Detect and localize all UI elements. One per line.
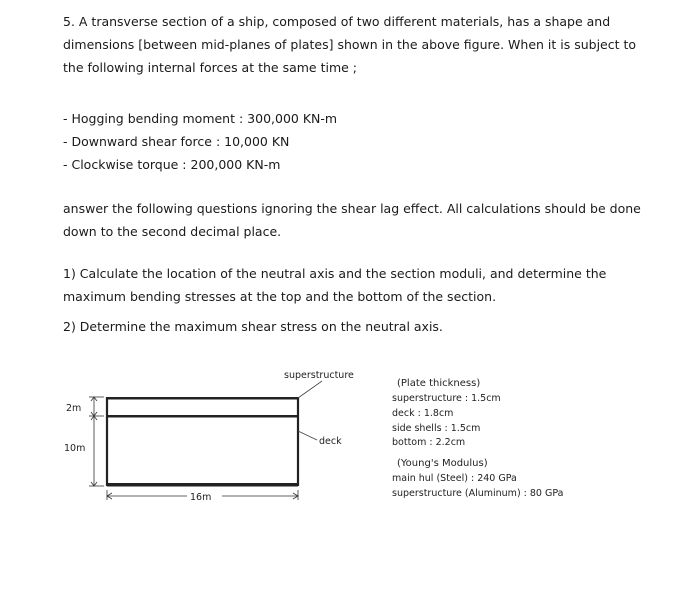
problem-instruction: answer the following questions ignoring the shear lag effect. All calculations should be done down to the second decimal place. xyxy=(63,201,641,239)
label-16m: 16m xyxy=(190,492,212,503)
superstructure-plate xyxy=(107,397,298,400)
problem-intro: 5. A transverse section of a ship, composed of two different materials, has a shape and dimensions [between mid-planes of plates] shown in the above figure. When it is subject to the following internal forces at the same time ; xyxy=(63,14,637,75)
modulus-steel: main hul (Steel) : 240 GPa xyxy=(392,473,517,484)
bottom-plate xyxy=(107,483,298,487)
thickness-bottom: bottom : 2.2cm xyxy=(392,437,466,448)
modulus-aluminum: superstructure (Aluminum) : 80 GPa xyxy=(392,488,564,499)
load-hogging-moment: - Hogging bending moment : 300,000 KN-m xyxy=(63,111,338,126)
question-1: 1) Calculate the location of the neutral axis and the section moduli, and determine the maximum bending stresses at the top and the bottom of the section. xyxy=(63,266,607,304)
superstructure-leader xyxy=(298,381,322,398)
ship-section-figure xyxy=(55,362,635,522)
thickness-side-shells: side shells : 1.5cm xyxy=(392,423,481,434)
label-superstructure: superstructure xyxy=(284,370,354,381)
height-dimension xyxy=(89,397,104,486)
deck-plate xyxy=(107,415,298,418)
thickness-title: (Plate thickness) xyxy=(397,378,481,389)
deck-leader xyxy=(298,431,317,440)
load-torque: - Clockwise torque : 200,000 KN-m xyxy=(63,157,281,172)
thickness-deck: deck : 1.8cm xyxy=(392,408,454,419)
modulus-title: (Young's Modulus) xyxy=(397,458,488,469)
label-deck: deck xyxy=(319,436,342,447)
load-shear-force: - Downward shear force : 10,000 KN xyxy=(63,134,290,149)
question-2: 2) Determine the maximum shear stress on the neutral axis. xyxy=(63,319,443,334)
label-2m: 2m xyxy=(66,403,82,414)
thickness-superstructure: superstructure : 1.5cm xyxy=(392,393,501,404)
label-10m: 10m xyxy=(64,443,86,454)
load-list xyxy=(63,107,643,176)
